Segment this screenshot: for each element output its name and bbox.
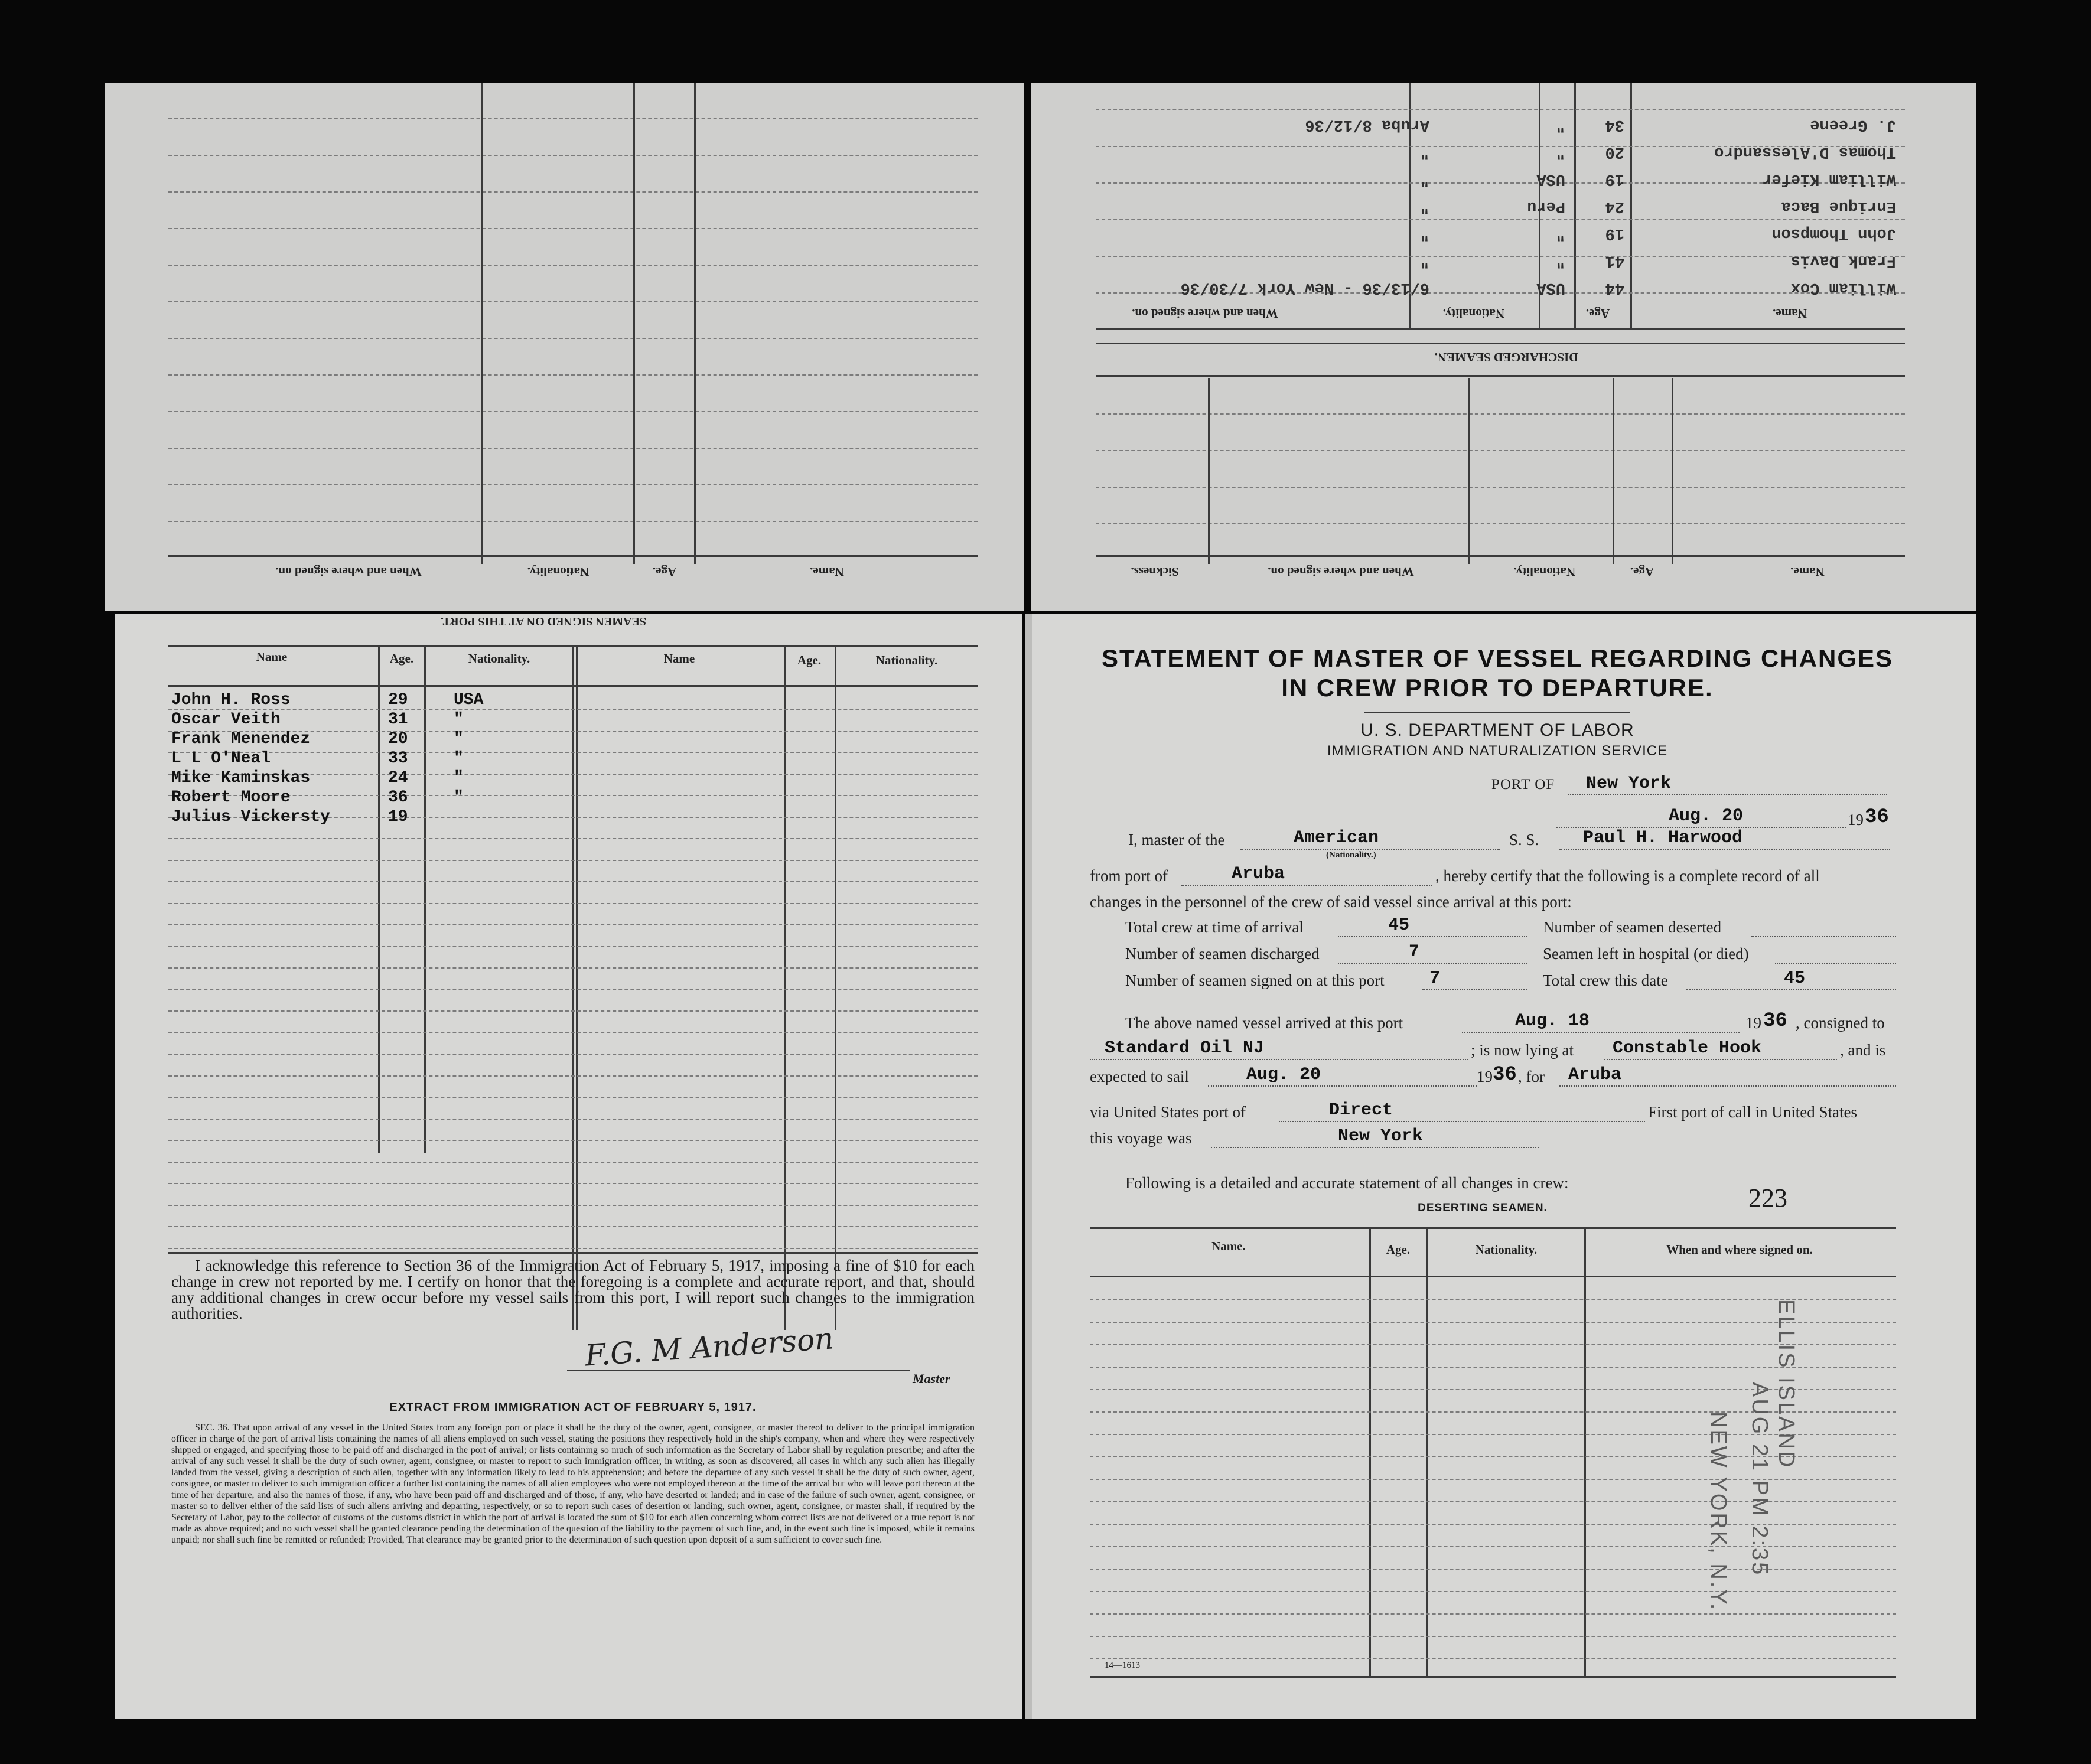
discharged-name: Thomas D'Alessandro [1714, 143, 1896, 161]
signed-age: 20 [388, 730, 408, 748]
discharged-age: 24 [1605, 197, 1624, 215]
ruled-line [168, 265, 978, 266]
desert-header-when: When and where signed on. [1666, 1243, 1813, 1257]
expected-label: expected to sail [1090, 1068, 1189, 1085]
discharged-name: Enrique Baca [1781, 197, 1896, 215]
for-label: , for [1518, 1068, 1545, 1085]
total-date-value: 45 [1784, 969, 1806, 989]
ruled-line [1090, 1658, 1896, 1659]
extract-title: EXTRACT FROM IMMIGRATION ACT OF FEBRUARY 5, 1917. [389, 1401, 757, 1414]
signed-name: L L O'Neal [171, 749, 271, 768]
ruled-line [168, 967, 978, 969]
discharged-nationality: " [1555, 143, 1565, 161]
ruled-line [168, 1226, 978, 1227]
signed-header-nat-left: Nationality. [468, 651, 530, 666]
ruled-line [1090, 1569, 1896, 1570]
arrived-year: 36 [1763, 1010, 1787, 1032]
discharged-age: 44 [1605, 279, 1624, 296]
hosp-header-when: When and where signed on. [1268, 565, 1414, 579]
certify-text: , hereby certify that the following is a complete record of all [1435, 867, 1820, 885]
ruled-line [168, 1054, 978, 1055]
signed-age: 24 [388, 769, 408, 787]
discharged-when: " [1419, 252, 1429, 269]
discharged-row [1105, 219, 1896, 242]
discharged-when: " [1419, 143, 1429, 161]
signed-age: 19 [388, 808, 408, 826]
ruled-line [1096, 450, 1905, 451]
master-signature: F.G. M Anderson [584, 1321, 835, 1373]
ruled-line [168, 228, 978, 229]
ruled-line [168, 989, 978, 990]
signed-name: Mike Kaminskas [171, 769, 311, 787]
service-label: IMMIGRATION AND NATURALIZATION SERVICE [1327, 743, 1668, 759]
ruled-line [168, 374, 978, 376]
tl-header-when: When and where signed on. [275, 565, 422, 579]
signed-on-row [171, 691, 573, 710]
lying-value: Constable Hook [1613, 1038, 1762, 1058]
ruled-line [168, 484, 978, 485]
hosp-header-name: Name. [1790, 565, 1825, 579]
ruled-line [1090, 1636, 1896, 1637]
signed-on-row [171, 808, 573, 827]
extract-text: SEC. 36. That upon arrival of any vessel in the United States from any foreign port or place it shall be the duty of the owner, agent, consignee, or master thereof to deliver to the principal immigration officer in charge of the port of arrival lists containing the names of all aliens employed on such vessel, stating the positions they respectively hold in the ship's company, when and where they were respectively shipped or engaged, and specifying those to be paid off and discharged in the port of arrival; or lists containing so much of such information as the Secretary of Labor shall by regulation prescribe; and after the arrival of any such vessel it shall be the duty of such owner, agent, consignee, or master to report to such immigration officer, in writing, as soon as discovered, all cases in which any such alien has illegally landed from the vessel, giving a description of such alien, together with any information likely to lead to his apprehension; and before the departure of any such vessel it shall be the duty of such owner, agent, consignee, or master to deliver to such immigration officer a further list containing the names of all alien employees who were not employed thereon at the time of the arrival but who will leave port thereon at the time of her departure, and also the names of those, if any, who have been paid off and discharged and of those, if any, who have deserted or landed; and in case of the failure of such owner, agent, consignee, or master so to deliver either of the said lists of such aliens arriving and departing, respectively, or so to report such cases of desertion or landing, such owner, agent, consignee, or master shall, if required by the Secretary of Labor, pay to the collector of customs of the customs district in which the port of arrival is located the sum of $10 for each alien concerning whom correct lists are not delivered or a true report is not made as above required; and no such vessel shall be granted clearance pending the determination of the question of the liability to the payment of such fine, and, in the event such fine is imposed, while it remains unpaid; nor shall such fine be remitted or refunded; Provided, That clearance may be granted prior to the determination of such question upon deposit of a sum sufficient to cover such fine. [171, 1423, 975, 1545]
signed-name: Frank Menendez [171, 730, 311, 748]
signed-header-name-left: Name [256, 650, 288, 664]
ruled-line [168, 838, 978, 839]
desert-header-name: Name. [1211, 1239, 1246, 1253]
and-is-label: , and is [1840, 1041, 1886, 1059]
statement-title-1: STATEMENT OF MASTER OF VESSEL REGARDING CHANGES [1101, 644, 1894, 672]
discharged-name: William Cox [1790, 279, 1896, 296]
ruled-line [168, 1162, 978, 1163]
signed-nationality: " [454, 788, 464, 807]
tr-disc-header-when: When and where signed on. [1132, 307, 1278, 321]
discharged-name: John Thompson [1771, 224, 1896, 242]
discharged-nationality: USA [1536, 170, 1565, 188]
ruled-line [1090, 1524, 1896, 1525]
master-of-label: I, master of the [1128, 831, 1225, 849]
signed-age: 33 [388, 749, 408, 768]
consignee-value: Standard Oil NJ [1105, 1038, 1265, 1058]
from-port-value: Aruba [1232, 864, 1285, 884]
arrived-label: The above named vessel arrived at this port [1125, 1014, 1403, 1032]
deserting-title: DESERTING SEAMEN. [1418, 1202, 1548, 1214]
expected-year: 36 [1493, 1064, 1517, 1086]
voyage-value: New York [1338, 1126, 1424, 1146]
tl-header-age: Age. [652, 565, 677, 579]
ruled-line [168, 1205, 978, 1206]
year-prefix: 19 [1848, 811, 1864, 829]
discharged-value: 7 [1409, 942, 1420, 962]
ruled-line [168, 1010, 978, 1012]
signed-header-age-right: Age. [797, 653, 822, 667]
year-value: 36 [1865, 806, 1889, 829]
for-value: Aruba [1568, 1065, 1622, 1085]
top-left-sheet [105, 83, 1024, 611]
ruled-line [168, 301, 978, 302]
ruled-line [168, 1032, 978, 1033]
lying-label: ; is now lying at [1471, 1041, 1574, 1059]
ss-label: S. S. [1509, 831, 1539, 849]
ruled-line [1096, 487, 1905, 488]
discharged-nationality: " [1555, 224, 1565, 242]
ruled-line [168, 1119, 978, 1120]
discharged-name: William Kiefer [1762, 170, 1896, 188]
ruled-line [168, 1075, 978, 1077]
changes-text: changes in the personnel of the crew of said vessel since arrival at this port: [1090, 893, 1572, 911]
ruled-line [168, 1097, 978, 1098]
ruled-line [1090, 1501, 1896, 1502]
first-port-label: First port of call in United States [1648, 1103, 1857, 1121]
port-of-label: PORT OF [1491, 777, 1555, 793]
ruled-line [1090, 1546, 1896, 1547]
ruled-line [168, 118, 978, 119]
total-arrival-label: Total crew at time of arrival [1125, 918, 1304, 936]
discharged-when: 6/13/36 - New York 7/30/36 [1180, 279, 1429, 296]
expected-year-prefix: 19 [1477, 1068, 1493, 1085]
hosp-header-age: Age. [1630, 565, 1654, 579]
ruled-line [1096, 413, 1905, 415]
ruled-line [168, 155, 978, 156]
ruled-line [1090, 1613, 1896, 1615]
tr-disc-header-name: Name. [1773, 307, 1807, 321]
top-right-sheet [1031, 83, 1976, 611]
ruled-line [168, 860, 978, 861]
discharged-name: Frank Davis [1790, 252, 1896, 269]
discharged-when: " [1419, 170, 1429, 188]
hosp-header-nationality: Nationality. [1513, 565, 1576, 579]
ruled-line [168, 881, 978, 882]
desert-header-nationality: Nationality. [1475, 1243, 1538, 1257]
ruled-line [1090, 1591, 1896, 1592]
signed-on-row [171, 710, 573, 730]
signed-header-nat-right: Nationality. [875, 653, 938, 667]
total-date-label: Total crew this date [1543, 971, 1668, 989]
expected-value: Aug. 20 [1246, 1065, 1321, 1085]
signed-header-age-left: Age. [389, 651, 414, 666]
discharged-row [1105, 191, 1896, 215]
signed-nationality: " [454, 730, 464, 748]
arrived-year-prefix: 19 [1745, 1014, 1761, 1032]
signed-age: 31 [388, 710, 408, 729]
from-port-label: from port of [1090, 867, 1168, 885]
hosp-header-sickness: Sickness. [1131, 565, 1179, 579]
following-text: Following is a detailed and accurate statement of all changes in crew: [1125, 1174, 1569, 1192]
via-value: Direct [1329, 1100, 1393, 1120]
tl-header-nationality: Nationality. [527, 565, 589, 579]
statement-title-2: IN CREW PRIOR TO DEPARTURE. [1281, 674, 1714, 702]
signed-nationality: " [454, 749, 464, 768]
signed-age: 36 [388, 788, 408, 807]
consigned-label: , consigned to [1796, 1014, 1885, 1032]
form-number: 14—1613 [1105, 1661, 1140, 1670]
discharged-row [1105, 110, 1896, 133]
nationality-value: American [1294, 828, 1379, 848]
discharged-row [1105, 273, 1896, 296]
master-label: Master [913, 1371, 950, 1386]
signed-header-name-right: Name [663, 651, 695, 666]
discharged-name: J. Greene [1810, 116, 1896, 133]
via-label: via United States port of [1090, 1103, 1246, 1121]
tr-disc-header-nationality: Nationality. [1442, 307, 1505, 321]
discharged-row [1105, 137, 1896, 161]
ruled-line [168, 338, 978, 339]
discharged-row [1105, 246, 1896, 269]
signed-name: John H. Ross [171, 691, 291, 709]
ruled-line [168, 903, 978, 904]
total-arrival-value: 45 [1388, 915, 1410, 935]
signed-name: Julius Vickersty [171, 808, 330, 826]
signed-nationality: " [454, 710, 464, 729]
ruled-line [1090, 1479, 1896, 1480]
discharged-age: 19 [1605, 170, 1624, 188]
port-of-value: New York [1586, 774, 1672, 794]
date-value: Aug. 20 [1669, 806, 1744, 826]
acknowledgement-text: I acknowledge this reference to Section 36 of the Immigration Act of February 5, 1917, imposing a fine of $10 for each change in crew not reported by me. I certify on honor that the foregoing is a complete and accurate report, and that, should any additional changes in crew occur before my vessel sails from this port, I will report such changes to the immigration authorities. [171, 1257, 975, 1322]
discharged-label: Number of seamen discharged [1125, 945, 1320, 963]
signed-name: Oscar Veith [171, 710, 281, 729]
signed-on-row [171, 788, 573, 808]
hospital-label: Seamen left in hospital (or died) [1543, 945, 1749, 963]
ruled-line [168, 1183, 978, 1184]
desert-header-age: Age. [1386, 1243, 1411, 1257]
ship-name-value: Paul H. Harwood [1583, 828, 1743, 848]
tl-header-name: Name. [810, 565, 844, 579]
discharged-seamen-title: DISCHARGED SEAMEN. [1434, 350, 1578, 364]
discharged-nationality: " [1555, 116, 1565, 133]
ruled-line [168, 1140, 978, 1141]
signed-label: Number of seamen signed on at this port [1125, 971, 1385, 989]
nationality-hint: (Nationality.) [1326, 850, 1376, 860]
ruled-line [168, 191, 978, 193]
ruled-line [168, 924, 978, 925]
dept-label: U. S. DEPARTMENT OF LABOR [1360, 720, 1634, 740]
tr-disc-header-age: Age. [1585, 307, 1610, 321]
stamp-line1: ELLIS ISLAND [1774, 1299, 1799, 1469]
ruled-line [168, 448, 978, 449]
ruled-line [168, 1248, 978, 1249]
stamp-line3: AUG 21 PM 2:35 [1747, 1382, 1772, 1577]
discharged-age: 41 [1605, 252, 1624, 269]
signed-value: 7 [1429, 969, 1441, 989]
discharged-age: 19 [1605, 224, 1624, 242]
signed-on-title-reversed: SEAMEN SIGNED ON AT THIS PORT. [441, 615, 646, 628]
signed-on-row [171, 769, 573, 788]
discharged-nationality: USA [1536, 279, 1565, 296]
signed-nationality: " [454, 769, 464, 787]
ruled-line [168, 946, 978, 947]
discharged-nationality: " [1555, 252, 1565, 269]
ruled-line [168, 521, 978, 522]
discharged-age: 20 [1605, 143, 1624, 161]
discharged-when: " [1419, 197, 1429, 215]
signed-name: Robert Moore [171, 788, 291, 807]
ruled-line [1096, 523, 1905, 524]
deserted-label: Number of seamen deserted [1543, 918, 1722, 936]
discharged-age: 34 [1605, 116, 1624, 133]
voyage-label: this voyage was [1090, 1129, 1192, 1147]
signed-age: 29 [388, 691, 408, 709]
arrived-value: Aug. 18 [1515, 1011, 1590, 1031]
stamp-line2: NEW YORK, N.Y. [1706, 1411, 1731, 1612]
signed-nationality: USA [454, 691, 484, 709]
page-number: 223 [1748, 1183, 1787, 1212]
signed-on-row [171, 749, 573, 769]
signed-on-row [171, 730, 573, 749]
discharged-when: Aruba 8/12/36 [1305, 116, 1429, 133]
ruled-line [168, 411, 978, 412]
discharged-row [1105, 164, 1896, 188]
discharged-nationality: Peru [1527, 197, 1565, 215]
discharged-when: " [1419, 224, 1429, 242]
